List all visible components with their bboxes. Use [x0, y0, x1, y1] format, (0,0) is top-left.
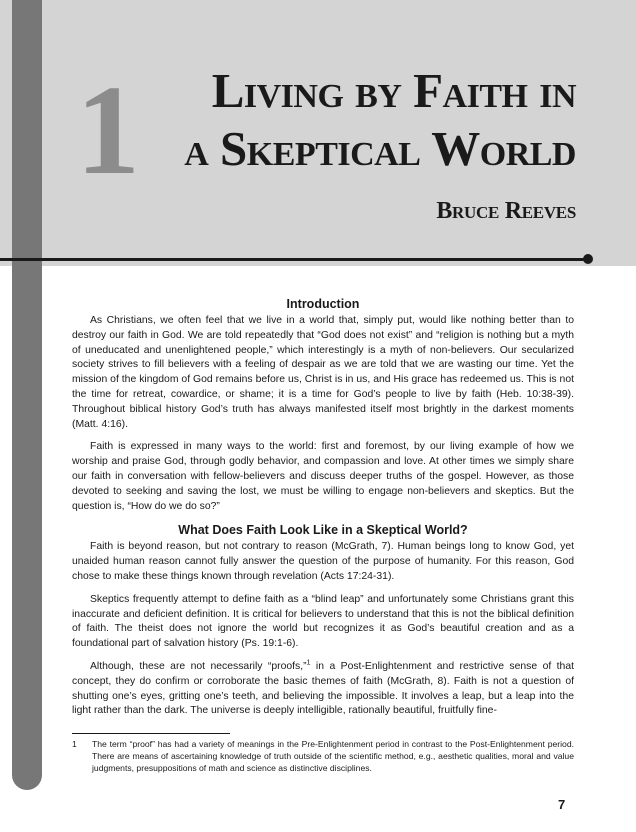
- footnote-text: The term “proof” has had a variety of meanings in the Pre-Enlightenment period in contrast to the Post-Enlightenment period. There are means of ascertaining knowledge of truth outside of the scientific method, e.g., aesthetic qualities, moral and value judgments, presuppositions of math and science as distinctive disciplines.: [92, 739, 574, 773]
- section-paragraph-1: Faith is beyond reason, but not contrary to reason (McGrath, 7). Human beings long to know God, yet unaided human reason cannot fully answer the question of the purpose of humanity. For this reason, God chose to make these things known through revelation (Acts 17:24-31).: [72, 541, 574, 582]
- chapter-title: [150, 62, 576, 178]
- section-paragraph-2: Skeptics frequently attempt to define faith as a “blind leap” and unfortunately some Christians grant this inaccurate and deficient definition. It is critical for believers to understand that this is not the biblical definition of faith. The theist does not ignore the world but recognizes it as God’s beautiful creation and as a foundational part of salvation history (Ps. 19:1-6).: [72, 593, 574, 650]
- footnote-number: 1: [72, 739, 77, 749]
- paragraph-3-end: in a Post-Enlightenment and restrictive sense of that concept, they do confirm or corroborate the basic themes of faith (McGrath, 8). Faith is not a question of shutting one’s eyes, gritting one’s teeth, and believing the impossible. It involves a leap, but a leap into the light rather than the dark. The universe is deeply intelligible, rationally beautiful, fruitfully fine-: [72, 660, 574, 717]
- page-number: 7: [558, 797, 566, 812]
- intro-paragraph-1: As Christians, we often feel that we live in a world that, simply put, would like nothing better than to destroy our faith in God. We are told repeatedly that “God does not exist” and “religion is nothing but a myth of uneducated and unenlightened people,” which interestingly is a myth of non-believers. Our secularized society strives to fill believers with a feeling of despair as we are told that we are wasting our time. Yet the mission of the kingdom of God remains before us, Christ is in us, and His grace has redeemed us. This is not the time for retreat, cowardice, or shame; it is a time for God’s people to live by faith (Heb. 10:38-39). Throughout biblical history God’s truth has always manifested itself most brightly in the darkest moments (Matt. 4:16).: [72, 315, 574, 430]
- author-name: Bruce Reeves: [436, 198, 576, 224]
- body-text: [72, 296, 574, 727]
- header-divider: [0, 258, 588, 261]
- footnote-reference[interactable]: 1: [306, 659, 311, 667]
- chapter-title-line-1: Living by Faith in: [211, 63, 576, 118]
- chapter-number: 1: [76, 59, 140, 201]
- introduction-heading: Introduction: [286, 297, 360, 311]
- section-paragraph-3: [72, 660, 574, 719]
- footnote-separator: [72, 733, 230, 734]
- paragraph-3-start: Although, these are not necessarily “proofs,”: [90, 660, 307, 672]
- footnote: [72, 738, 574, 774]
- divider-end-dot: [583, 254, 593, 264]
- page-spine-bar: [12, 0, 42, 790]
- chapter-title-line-2: a Skeptical World: [184, 121, 576, 176]
- intro-paragraph-2: Faith is expressed in many ways to the world: first and foremost, by our living example of how we worship and praise God, through godly behavior, and compassion and love. At other times we simply share our faith in conversation with fellow-believers and discuss deeper truths of the gospel. However, as those devoted to seeking and saving the lost, we must be willing to engage non-believers and skeptics. But the question is, “How do we do so?”: [72, 441, 574, 512]
- section-heading: What Does Faith Look Like in a Skeptical World?: [178, 523, 468, 538]
